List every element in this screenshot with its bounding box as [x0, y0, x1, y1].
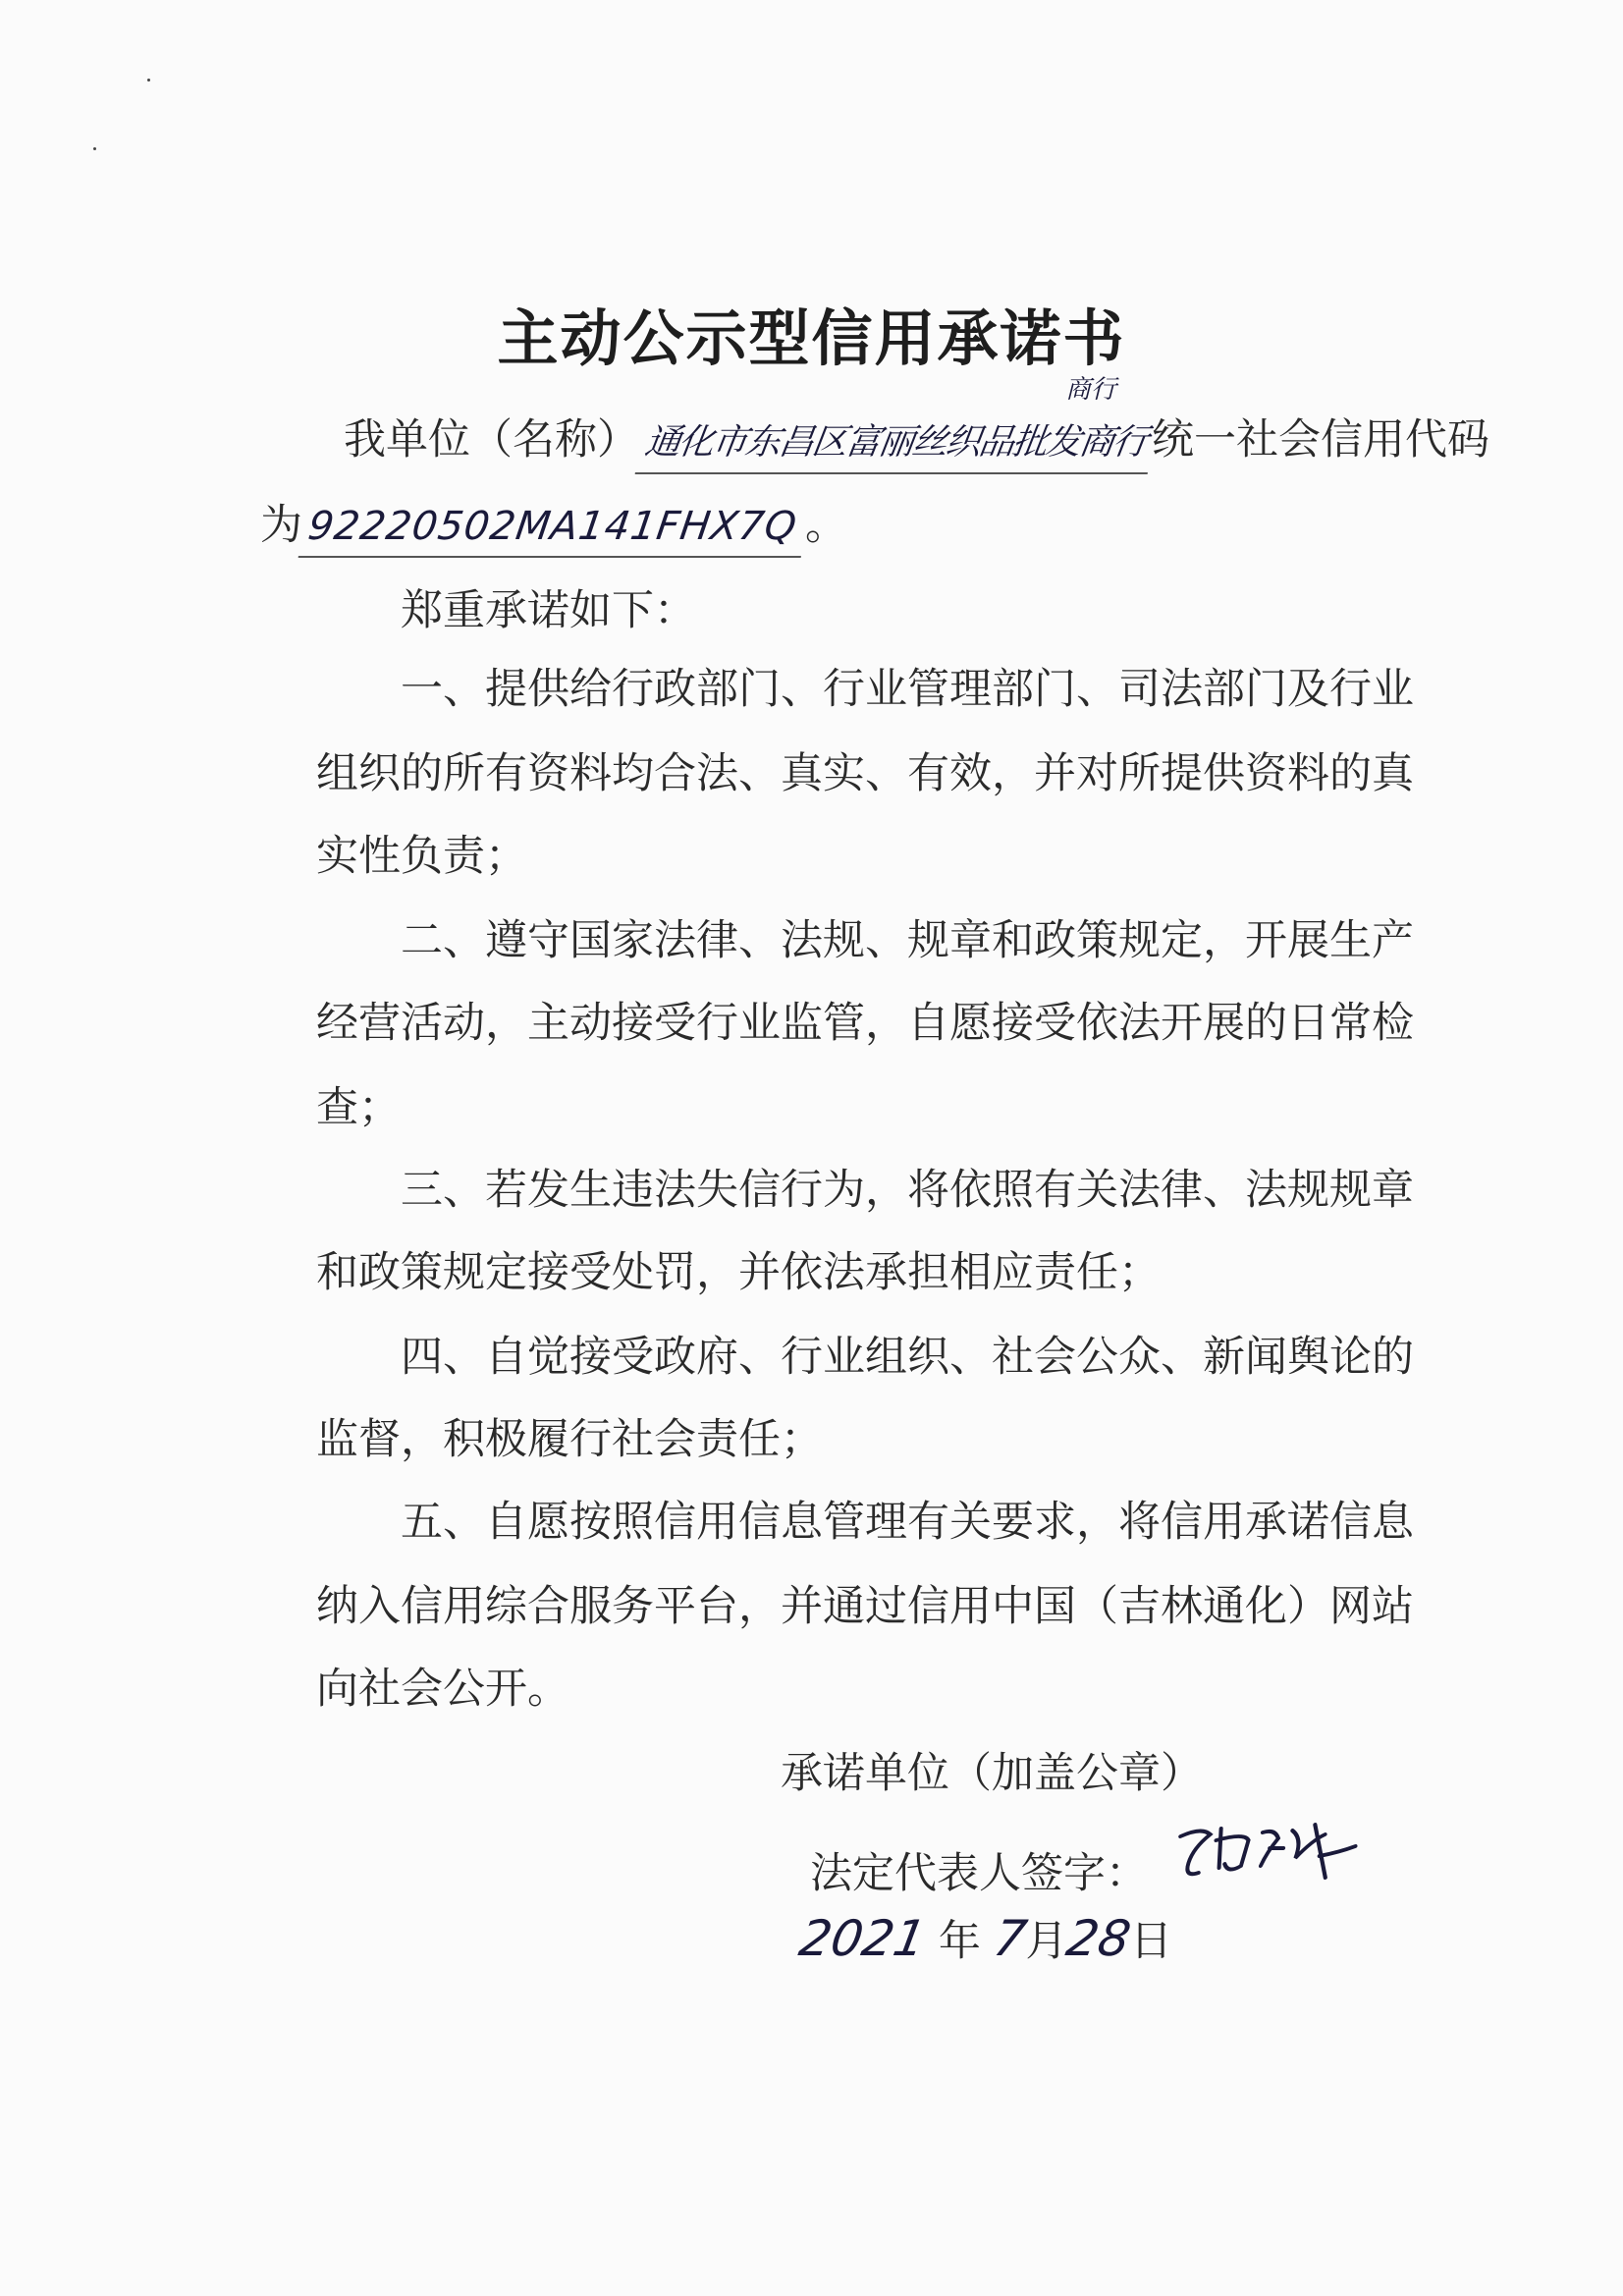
intro-line-1: [344, 410, 1489, 474]
name-correction-handwritten: 商行: [1065, 375, 1117, 405]
commitment-4-line-2: 监督，积极履行社会责任；: [316, 1415, 823, 1464]
commitment-5-line-1: 五、自愿按照信用信息管理有关要求，将信用承诺信息: [401, 1498, 1414, 1547]
signature-scribble-icon: [1166, 1819, 1365, 1887]
date-day-suffix: 日: [1130, 1917, 1173, 1966]
commitment-3-line-2: 和政策规定接受处罚，并依法承担相应责任；: [316, 1248, 1161, 1297]
intro-line-2: [260, 496, 847, 558]
legal-rep-signature: [1164, 1819, 1366, 1901]
commitment-2-line-3: 查；: [316, 1083, 401, 1132]
company-name-handwritten: 通化市东昌区富丽丝织品批发商行: [635, 413, 1157, 474]
intro-prefix: 我单位（名称）: [344, 415, 639, 465]
legal-rep-label: 法定代表人签字：: [810, 1849, 1148, 1898]
scan-speck: [147, 79, 150, 82]
promising-unit-label: 承诺单位（加盖公章）: [781, 1749, 1203, 1798]
commitment-5-line-3: 向社会公开。: [316, 1665, 569, 1714]
commitment-1-line-1: 一、提供给行政部门、行业管理部门、司法部门及行业: [401, 665, 1414, 714]
legal-rep-line: [810, 1819, 1358, 1903]
commitment-5-line-2: 纳入信用综合服务平台，并通过信用中国（吉林通化）网站: [316, 1582, 1414, 1631]
document-title: 主动公示型信用承诺书: [497, 302, 1126, 374]
commitment-1-line-3: 实性负责；: [316, 832, 527, 881]
commitment-3-line-1: 三、若发生违法失信行为，将依照有关法律、法规规章: [401, 1166, 1414, 1215]
commitment-2-line-2: 经营活动，主动接受行业监管，自愿接受依法开展的日常检: [316, 999, 1414, 1048]
date-month: 7: [989, 1910, 1031, 1967]
scan-speck: [93, 147, 96, 150]
date-day: 28: [1062, 1910, 1136, 1967]
code-prefix: 为: [260, 501, 302, 550]
commitment-1-line-2: 组织的所有资料均合法、真实、有效，并对所提供资料的真: [316, 749, 1414, 798]
code-suffix: 。: [805, 501, 847, 550]
date-year: 2021: [794, 1910, 931, 1967]
date-year-suffix: 年: [938, 1917, 981, 1966]
commitment-2-line-1: 二、遵守国家法律、法规、规章和政策规定，开展生产: [401, 916, 1414, 965]
date-line: [794, 1909, 1173, 1971]
lead-text: 郑重承诺如下：: [401, 586, 696, 635]
intro-middle: 统一社会信用代码: [1152, 415, 1490, 465]
date-month-suffix: 月: [1025, 1917, 1068, 1966]
credit-code-handwritten: 92220502MA141FHX7Q: [298, 497, 810, 558]
commitment-4-line-1: 四、自觉接受政府、行业组织、社会公众、新闻舆论的: [401, 1333, 1414, 1382]
